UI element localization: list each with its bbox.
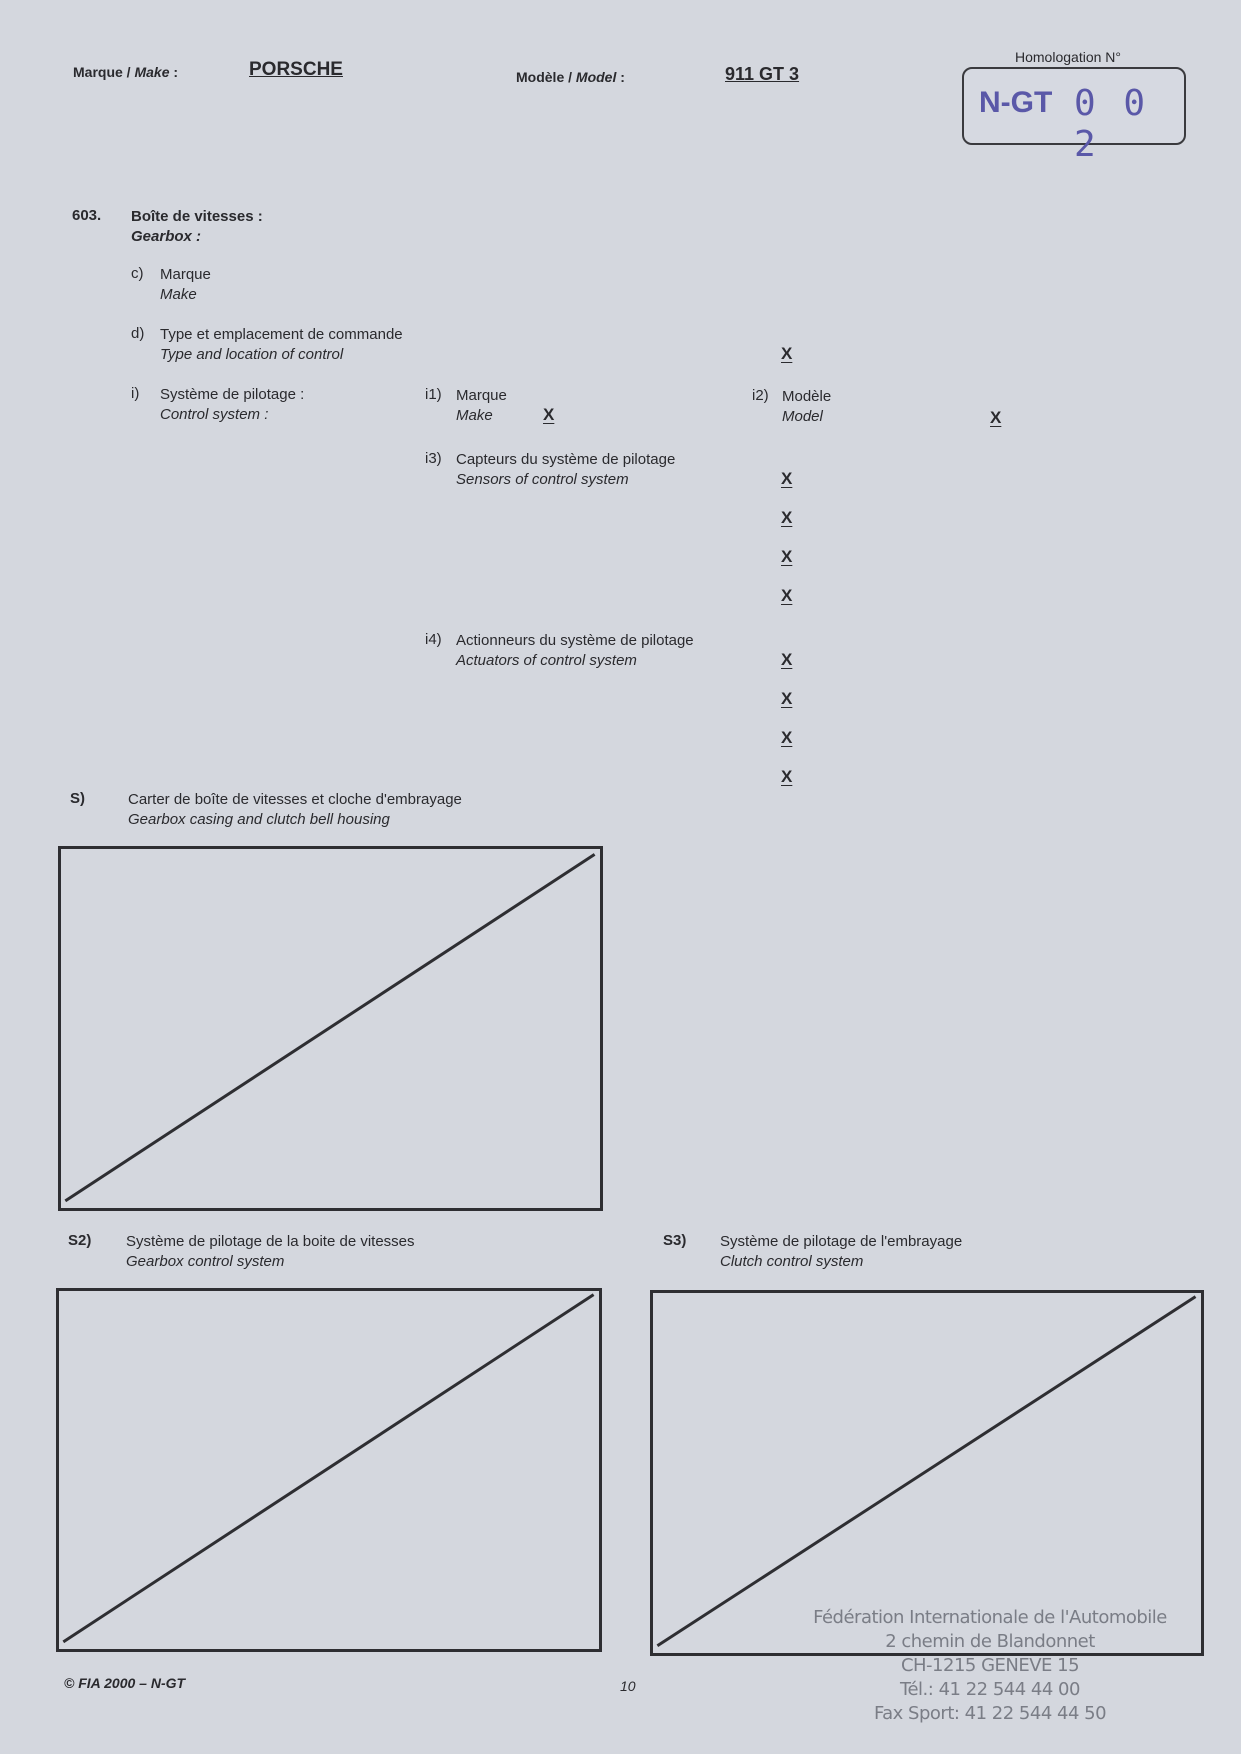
section-title-en: Gearbox : xyxy=(131,228,202,245)
item-i4-value: X xyxy=(781,728,793,747)
section-number: 603. xyxy=(72,207,102,224)
item-i2-letter: i2) xyxy=(752,387,769,404)
item-i4-value: X xyxy=(781,767,793,786)
item-i1-letter: i1) xyxy=(425,386,442,403)
item-i3-value: X xyxy=(781,586,793,605)
item-i4 xyxy=(456,631,694,671)
make-label-fr: Marque / xyxy=(73,64,131,80)
item-i3-letter: i3) xyxy=(425,450,442,467)
item-i3-en: Sensors of control system xyxy=(456,471,629,488)
photo-s3-placeholder xyxy=(650,1290,1204,1656)
item-i4-fr: Actionneurs du système de pilotage xyxy=(456,632,694,649)
item-i1 xyxy=(456,386,507,426)
photo-s3-caption-fr: Système de pilotage de l'embrayage xyxy=(720,1233,963,1250)
item-i3-value: X xyxy=(781,469,793,488)
item-i3-value: X xyxy=(781,547,793,566)
photo-s2-caption xyxy=(126,1232,415,1272)
item-i1-fr: Marque xyxy=(456,387,507,404)
item-i3 xyxy=(456,450,675,490)
model-label xyxy=(516,69,625,85)
item-c-en: Make xyxy=(160,286,197,303)
item-i-letter: i) xyxy=(131,385,140,402)
item-c-fr: Marque xyxy=(160,266,211,283)
item-i-en: Control system : xyxy=(160,406,269,423)
stamp-line: 2 chemin de Blandonnet xyxy=(885,1631,1095,1652)
model-label-en: Model xyxy=(575,69,617,85)
photo-s2-placeholder xyxy=(56,1288,602,1652)
item-i2-fr: Modèle xyxy=(782,388,832,405)
item-d-letter: d) xyxy=(131,325,145,342)
item-i2-en: Model xyxy=(782,408,823,425)
photo-s-caption-fr: Carter de boîte de vitesses et cloche d'embrayage xyxy=(128,791,462,808)
stamp-line: CH-1215 GENEVE 15 xyxy=(900,1655,1080,1676)
homologation-label: Homologation N° xyxy=(1015,49,1121,65)
stamp-line: Fédération Internationale de l'Automobile xyxy=(813,1607,1167,1628)
photo-s-caption xyxy=(128,790,462,830)
model-colon: : xyxy=(620,69,625,85)
diagonal-line-icon xyxy=(61,849,600,1208)
homologation-box xyxy=(962,67,1186,165)
photo-s-letter: S) xyxy=(70,790,85,807)
item-d-value: X xyxy=(781,344,793,363)
page-number: 10 xyxy=(620,1678,636,1694)
item-i4-letter: i4) xyxy=(425,631,442,648)
fia-address-stamp xyxy=(760,1606,1220,1726)
make-label-en: Make xyxy=(134,64,170,80)
homologation-prefix: N-GT xyxy=(979,86,1053,119)
make-label xyxy=(73,64,178,80)
diagonal-line-icon xyxy=(59,1291,599,1649)
stamp-line: Fax Sport: 41 22 544 44 50 xyxy=(873,1703,1107,1724)
item-i-fr: Système de pilotage : xyxy=(160,386,305,403)
photo-s2-caption-fr: Système de pilotage de la boite de vitesses xyxy=(126,1233,415,1250)
item-i1-en: Make xyxy=(456,407,493,424)
photo-s3-caption xyxy=(720,1232,962,1272)
photo-s2-caption-en: Gearbox control system xyxy=(126,1253,285,1270)
item-i3-fr: Capteurs du système de pilotage xyxy=(456,451,676,468)
item-d-fr: Type et emplacement de commande xyxy=(160,326,403,343)
item-i2 xyxy=(782,387,831,427)
item-i3-value: X xyxy=(781,508,793,527)
photo-s3-caption-en: Clutch control system xyxy=(720,1253,864,1270)
item-i4-value: X xyxy=(781,650,793,669)
item-i4-value: X xyxy=(781,689,793,708)
item-d-en: Type and location of control xyxy=(160,346,344,363)
item-d xyxy=(160,325,403,365)
item-i xyxy=(160,385,304,425)
photo-s2-letter: S2) xyxy=(68,1232,92,1249)
item-i2-value: X xyxy=(990,408,1002,427)
stamp-line: Tél.: 41 22 544 44 00 xyxy=(900,1679,1080,1700)
photo-s-placeholder xyxy=(58,846,603,1211)
section-title-fr: Boîte de vitesses : xyxy=(131,208,263,225)
section-title xyxy=(131,207,263,247)
footer-copyright: © FIA 2000 – N-GT xyxy=(64,1675,186,1691)
item-i4-en: Actuators of control system xyxy=(456,652,637,669)
photo-s-caption-en: Gearbox casing and clutch bell housing xyxy=(128,811,390,828)
item-i1-value: X xyxy=(543,405,555,424)
model-label-fr: Modèle / xyxy=(516,69,573,85)
item-c xyxy=(160,265,211,305)
make-colon: : xyxy=(173,64,179,80)
make-value: PORSCHE xyxy=(249,59,343,80)
homologation-number: 0 0 2 xyxy=(1074,83,1149,165)
model-value: 911 GT 3 xyxy=(725,64,800,84)
photo-s3-letter: S3) xyxy=(663,1232,687,1249)
diagonal-line-icon xyxy=(653,1293,1201,1653)
item-c-letter: c) xyxy=(131,265,144,282)
